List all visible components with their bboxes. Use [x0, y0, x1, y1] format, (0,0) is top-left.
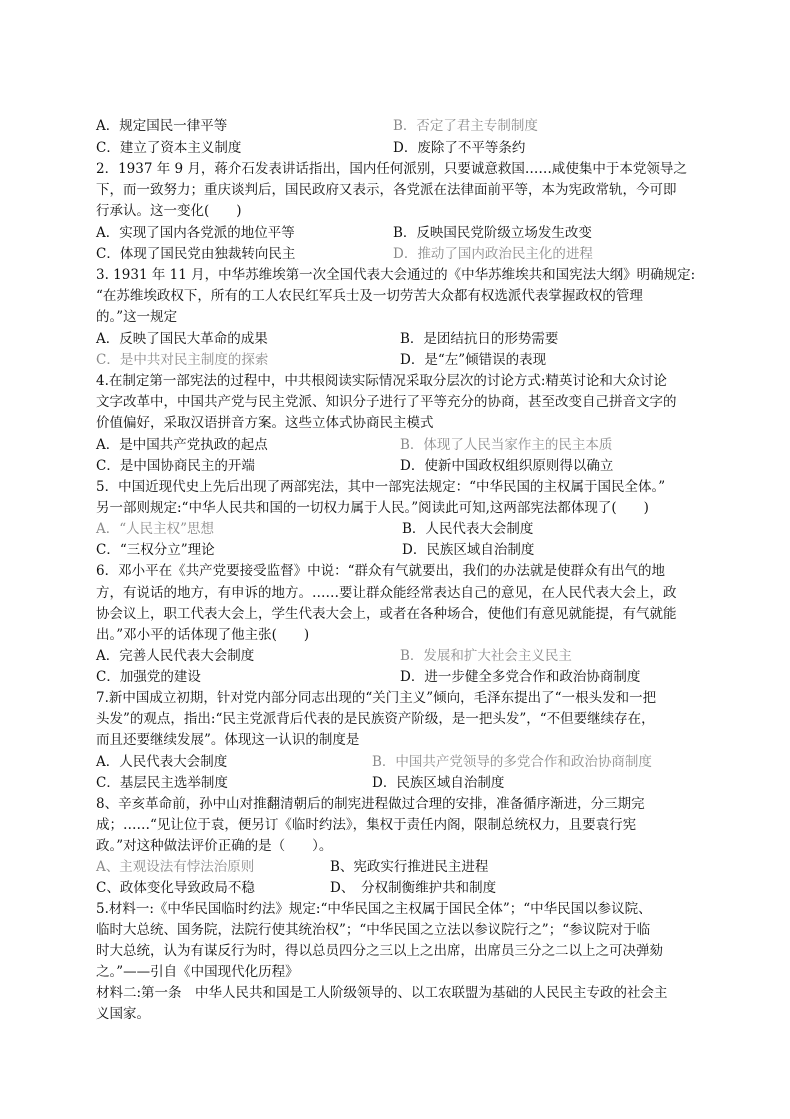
text-line: 7.新中国成立初期，针对党内部分同志出现的“关门主义”倾向，毛泽东提出了“一根头发和一把	[96, 690, 657, 706]
text-line: A、主观设法有悖法治原则	[96, 859, 255, 875]
text-line: 行承认。这一变化( )	[96, 203, 242, 219]
text-line: 政。”对这种做法评价正确的是（ ）。	[96, 838, 333, 854]
text-line: B．发展和扩大社会主义民主	[400, 648, 572, 664]
text-line: “在苏维埃政权下，所有的工人农民红军兵士及一切劳苦大众都有权选派代表掌握政权的管理	[96, 288, 643, 304]
text-line: C．“三权分立”理论	[96, 542, 215, 558]
text-line: B、宪政实行推进民主进程	[330, 859, 489, 875]
text-line: 6．邓小平在《共产党要接受监督》中说：“群众有气就要出，我们的办法就是使群众有出气的地	[96, 563, 665, 579]
text-line: B．体现了人民当家作主的民主本质	[400, 437, 613, 453]
text-line: 价值偏好，采取汉语拼音方案。这些立体式协商民主模式	[96, 415, 434, 431]
text-line: 5.材料一:《中华民国临时约法》规定:“中华民国之主权属于国民全体”；“中华民国以参议院、	[96, 901, 652, 917]
text-line: 5．中国近现代史上先后出现了两部宪法，其中一部宪法规定：“中华民国的主权属于国民全体。”	[96, 479, 666, 495]
text-line: 出。”邓小平的话体现了他主张( )	[96, 627, 310, 643]
text-line: A．“人民主权”思想	[96, 521, 215, 537]
text-line: 协会议上，职工代表大会上，学生代表大会上，或者在各种场合，使他们有意见就能提，有气就能	[96, 606, 677, 622]
text-line: D．使新中国政权组织原则得以确立	[400, 458, 614, 474]
text-line: 方，有说话的地方，有申诉的地方。……要让群众能经常表达自己的意见，在人民代表大会上，政	[96, 585, 677, 601]
text-line: B．否定了君主专制制度	[393, 118, 538, 134]
text-line: 而且还要继续发展”。体现这一认识的制度是	[96, 732, 360, 748]
text-line: A．完善人民代表大会制度	[96, 648, 255, 664]
text-line: 文字改革中，中国共产党与民主党派、知识分子进行了平等充分的协商，甚至改变自己拼音文字的	[96, 394, 677, 410]
text-line: A．规定国民一律平等	[96, 118, 228, 134]
text-line: 2．1937 年 9 月，蒋介石发表讲话指出，国内任何派别，只要诚意救国……咸使集中于本党领导之	[96, 161, 687, 177]
text-line: A．反映了国民大革命的成果	[96, 331, 268, 347]
text-line: A．实现了国内各党派的地位平等	[96, 225, 295, 241]
text-line: 头发”的观点，指出:“民主党派背后代表的是民族资产阶级，是一把头发”，“不但要继续存在，	[96, 711, 655, 727]
text-line: C．建立了资本主义制度	[96, 140, 242, 156]
text-line: 4.在制定第一部宪法的过程中，中共根阅读实际情况采取分层次的讨论方式:精英讨论和大众讨论	[96, 373, 667, 389]
text-line: D．是“左”倾错误的表现	[400, 352, 547, 368]
text-line: C．体现了国民党由独裁转向民主	[96, 246, 296, 262]
text-line: 另一部则规定:“中华人民共和国的一切权力属于人民。”阅读此可知,这两部宪法都体现了( )	[96, 500, 649, 516]
text-line: B．是团结抗日的形势需要	[400, 331, 559, 347]
text-line: B．中国共产党领导的多党合作和政治协商制度	[372, 754, 652, 770]
text-line: 时大总统，认为有谋反行为时，得以总员四分之三以上之出席，出席员三分之二以上之可决弹劾	[96, 943, 663, 959]
text-line: 成；……“见让位于袁，便另订《临时约法》，集权于责任内阁，限制总统权力，且要袁行宪	[96, 817, 637, 833]
text-line: 的。”这一规定	[96, 309, 178, 325]
text-line: D．进一步健全多党合作和政治协商制度	[400, 669, 641, 685]
text-line: B．人民代表大会制度	[402, 521, 534, 537]
text-line: 3. 1931 年 11 月，中华苏维埃第一次全国代表大会通过的《中华苏维埃共和国宪法大纲》明确规定:	[96, 267, 696, 283]
text-line: 材料二:第一条 中华人民共和国是工人阶级领导的、以工农联盟为基础的人民民主专政的社会主	[96, 985, 668, 1001]
text-line: C．加强党的建设	[96, 669, 201, 685]
text-line: A．是中国共产党执政的起点	[96, 437, 268, 453]
text-line: 义国家。	[96, 1006, 150, 1022]
text-line: C．基层民主选举制度	[96, 775, 228, 791]
text-line: 临时大总统、国务院，法院行使其统治权”；“中华民国之立法以参议院行之”；“参议院对于临	[96, 922, 651, 938]
text-line: D．推动了国内政治民主化的进程	[393, 246, 593, 262]
text-line: D．废除了不平等条约	[393, 140, 526, 156]
text-line: 下，而一致努力；重庆谈判后，国民政府又表示，各党派在法律面前平等，本为宪政常轨，今可即	[96, 182, 677, 198]
text-line: A．人民代表大会制度	[96, 754, 228, 770]
text-line: C．是中共对民主制度的探索	[96, 352, 269, 368]
text-line: 之。”——引自《中国现代化历程》	[96, 964, 299, 980]
text-line: D．民族区域自治制度	[402, 542, 535, 558]
text-line: 8、辛亥革命前，孙中山对推翻清朝后的制宪进程做过合理的安排，准备循序渐进，分三期完	[96, 796, 645, 812]
text-line: D、 分权制衡维护共和制度	[330, 880, 497, 896]
text-line: C、政体变化导致政局不稳	[96, 880, 255, 896]
text-line: C．是中国协商民主的开端	[96, 458, 255, 474]
text-line: D．民族区域自治制度	[372, 775, 505, 791]
text-line: B．反映国民党阶级立场发生改变	[393, 225, 592, 241]
